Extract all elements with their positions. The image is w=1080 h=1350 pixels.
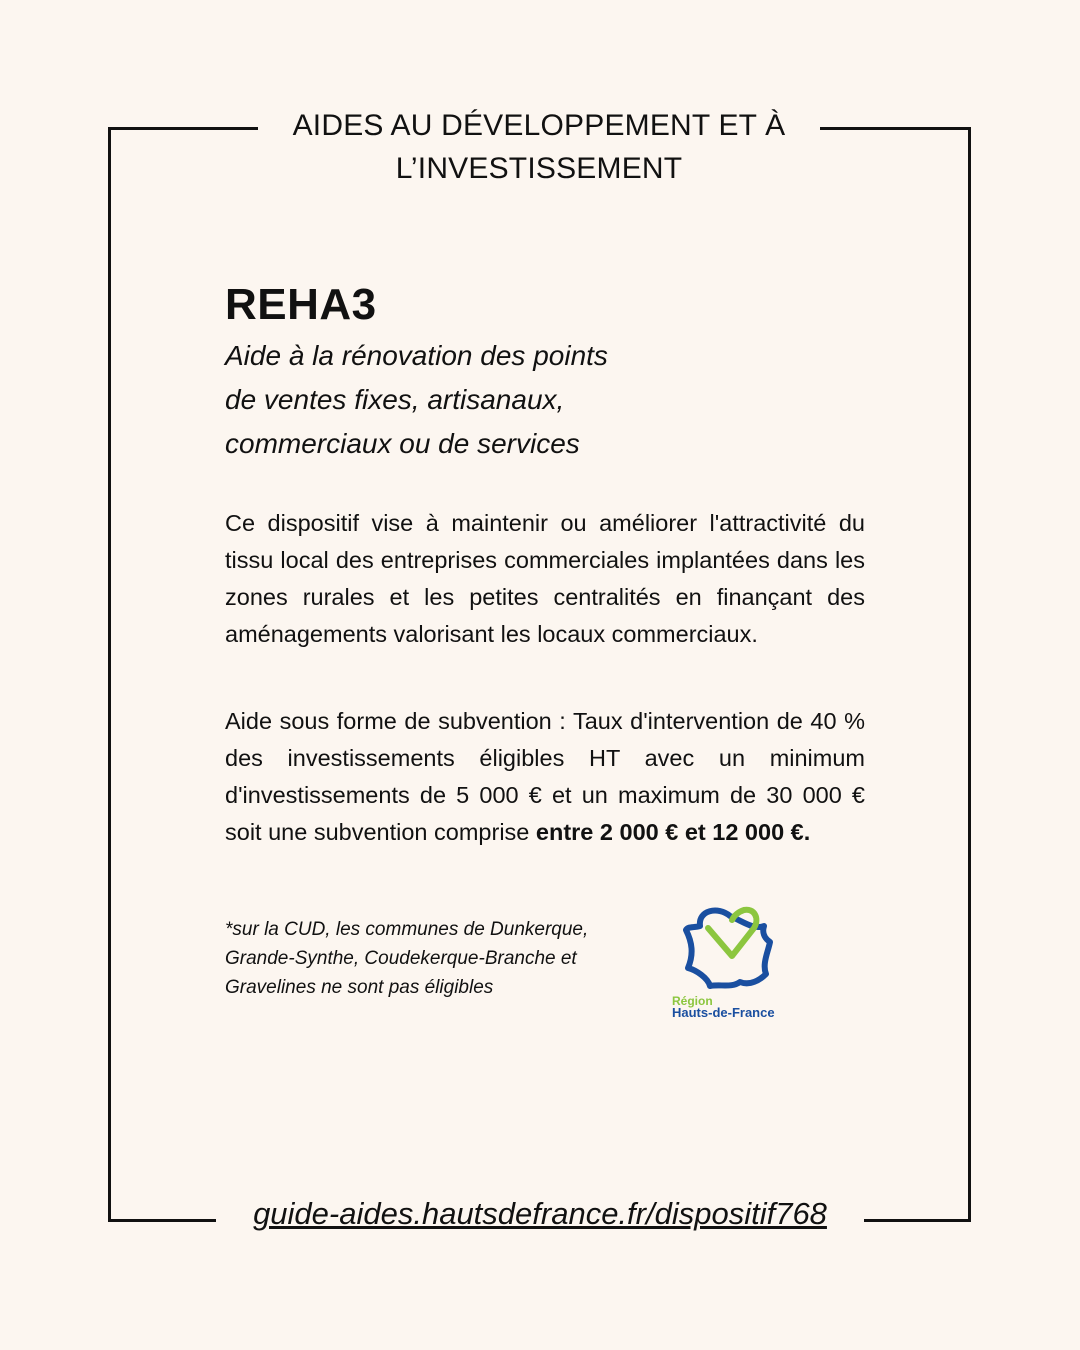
note-line: *sur la CUD, les communes de Dunkerque,	[225, 919, 589, 940]
subtitle-line: de ventes fixes, artisanaux,	[225, 384, 565, 415]
funding-range: entre 2 000 € et 12 000 €.	[535, 819, 811, 845]
frame-border-left	[108, 127, 111, 1222]
frame-border-right	[968, 127, 971, 1222]
logo-region-name: Hauts-de-France	[672, 1005, 775, 1020]
note-line: Gravelines ne sont pas éligibles	[225, 977, 494, 998]
funding-text: Aide sous forme de subvention : Taux d'intervention de 40 % des investissements éligibles HT avec un minimum d'investissements de 5 000 € et un maximum de 30 000 € soit une subvention comprise	[225, 708, 865, 845]
frame-border-bottom-right	[864, 1219, 971, 1222]
subtitle	[225, 334, 745, 466]
logo-region-label: Région	[672, 994, 713, 1008]
category-header	[258, 104, 820, 190]
frame-border-top-left	[108, 127, 258, 130]
page-title: REHA3	[225, 280, 377, 329]
subtitle-line: commerciaux ou de services	[225, 428, 580, 459]
subtitle-line: Aide à la rénovation des points	[225, 340, 608, 371]
description-paragraph: Ce dispositif vise à maintenir ou améliorer l'attractivité du tissu local des entreprises commerciales implantées dans les zones rurales et les petites centralités en finançant des aménagements valorisant les locaux commerciaux.	[225, 510, 865, 647]
category-header-line2: L’INVESTISSEMENT	[395, 152, 683, 185]
dispositif-link[interactable]: guide-aides.hautsdefrance.fr/dispositif768	[253, 1196, 827, 1231]
funding-paragraph	[225, 703, 865, 851]
frame-border-bottom-left	[108, 1219, 216, 1222]
eligibility-note	[225, 915, 655, 1002]
note-line: Grande-Synthe, Coudekerque-Branche et	[225, 948, 577, 969]
category-header-line1: AIDES AU DÉVELOPPEMENT ET À	[292, 109, 786, 142]
frame-border-top-right	[820, 127, 971, 130]
